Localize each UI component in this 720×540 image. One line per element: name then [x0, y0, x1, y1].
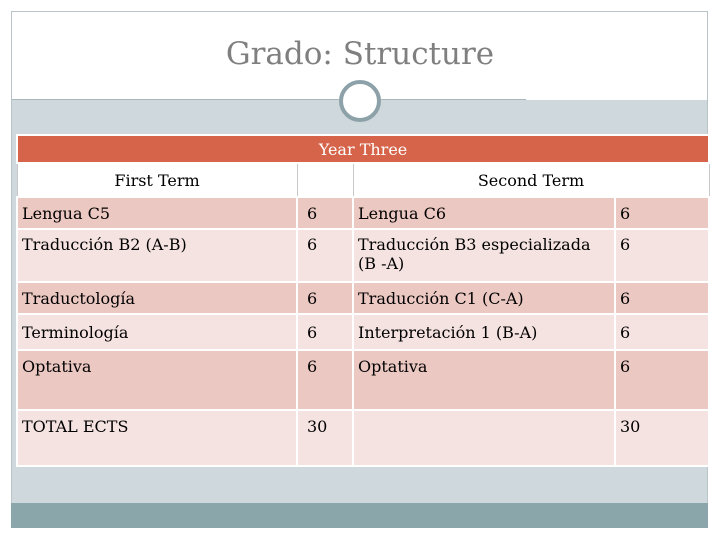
course-cell: Lengua C5	[17, 197, 297, 229]
ects-cell: 6	[615, 229, 709, 282]
ects-cell: 6	[297, 282, 353, 314]
course-cell: Optativa	[353, 350, 615, 410]
course-cell: Optativa	[17, 350, 297, 410]
ects-cell: 6	[297, 314, 353, 350]
ects-cell: 6	[615, 282, 709, 314]
table-row	[17, 314, 709, 350]
course-cell: Terminología	[17, 314, 297, 350]
course-cell: Traductología	[17, 282, 297, 314]
divider-ring-ornament	[339, 80, 381, 122]
table-row	[17, 197, 709, 229]
course-cell: Interpretación 1 (B-A)	[353, 314, 615, 350]
bottom-band	[11, 503, 708, 528]
ects-cell: 6	[615, 197, 709, 229]
table-row	[17, 229, 709, 282]
total-ects-first-term: 30	[297, 410, 353, 466]
total-empty-cell	[353, 410, 615, 466]
title-divider-right	[381, 99, 526, 100]
year-header-row	[17, 135, 709, 163]
ects-cell: 6	[297, 350, 353, 410]
total-ects-second-term: 30	[615, 410, 709, 466]
second-term-label: Second Term	[353, 163, 709, 197]
total-label: TOTAL ECTS	[17, 410, 297, 466]
year-three-table	[16, 134, 710, 467]
slide-title: Grado: Structure	[225, 36, 495, 72]
first-term-label: First Term	[17, 163, 297, 197]
title-divider-left	[12, 99, 339, 100]
ects-cell: 6	[297, 197, 353, 229]
term-header-row	[17, 163, 709, 197]
course-cell: Traducción B2 (A-B)	[17, 229, 297, 282]
ects-cell: 6	[615, 314, 709, 350]
course-cell: Traducción B3 especializada (B -A)	[353, 229, 615, 282]
table-row	[17, 350, 709, 410]
ects-cell: 6	[297, 229, 353, 282]
total-row	[17, 410, 709, 466]
first-term-ects-header	[297, 163, 353, 197]
ects-cell: 6	[615, 350, 709, 410]
course-cell: Lengua C6	[353, 197, 615, 229]
year-label: Year Three	[17, 135, 709, 163]
course-cell: Traducción C1 (C-A)	[353, 282, 615, 314]
table-row	[17, 282, 709, 314]
